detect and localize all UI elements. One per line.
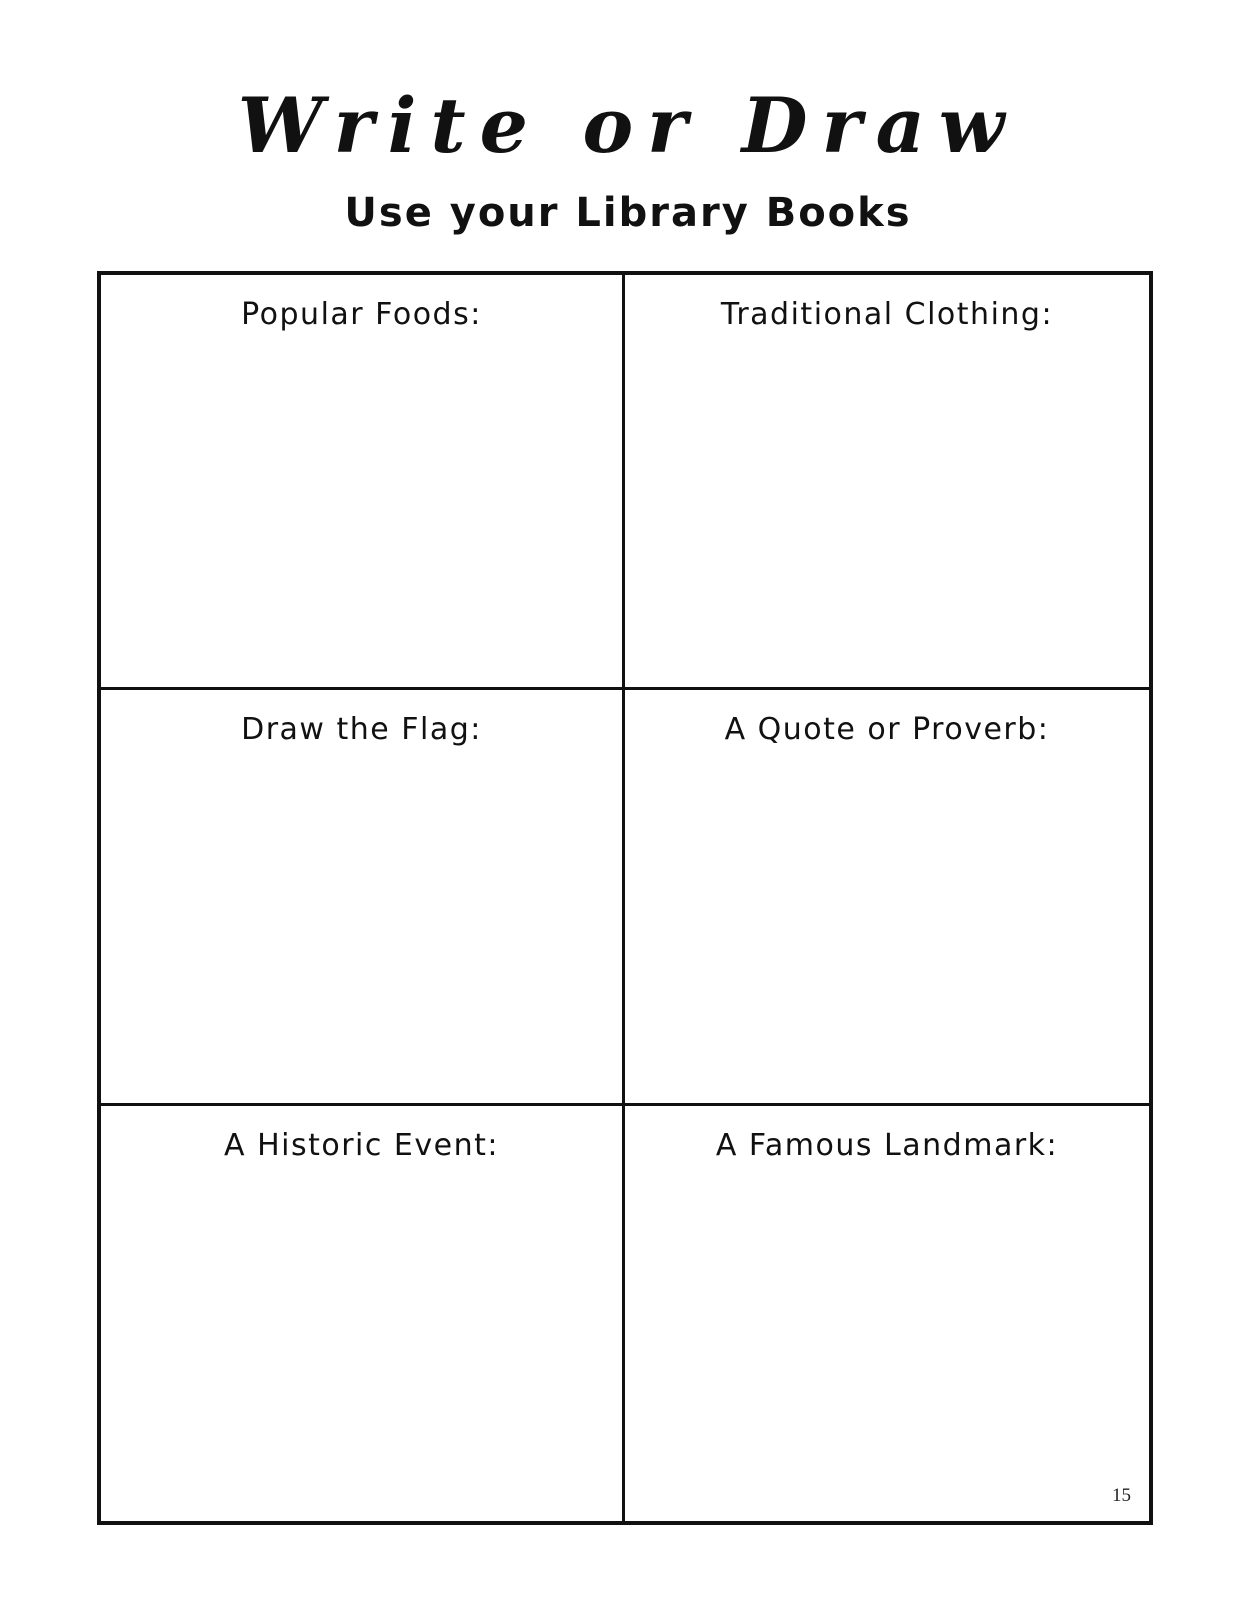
worksheet-grid: [97, 271, 1153, 1525]
cell-label: A Famous Landmark:: [715, 1127, 1059, 1163]
cell-draw-the-flag[interactable]: [101, 690, 625, 1105]
cell-label: A Historic Event:: [224, 1127, 499, 1163]
cell-label: Draw the Flag:: [241, 712, 482, 748]
cell-label: Popular Foods:: [241, 297, 482, 332]
cell-famous-landmark[interactable]: [625, 1106, 1149, 1521]
cell-historic-event[interactable]: [101, 1106, 625, 1521]
cell-label: Traditional Clothing:: [720, 297, 1054, 332]
cell-label: A Quote or Proverb:: [724, 712, 1050, 748]
page-number: 15: [1112, 1485, 1131, 1506]
cell-traditional-clothing[interactable]: [625, 275, 1149, 690]
cell-popular-foods[interactable]: [101, 275, 625, 690]
cell-quote-or-proverb[interactable]: [625, 690, 1149, 1105]
page-title: Write or Draw: [237, 81, 1019, 170]
page-subtitle: Use your Library Books: [344, 190, 912, 236]
